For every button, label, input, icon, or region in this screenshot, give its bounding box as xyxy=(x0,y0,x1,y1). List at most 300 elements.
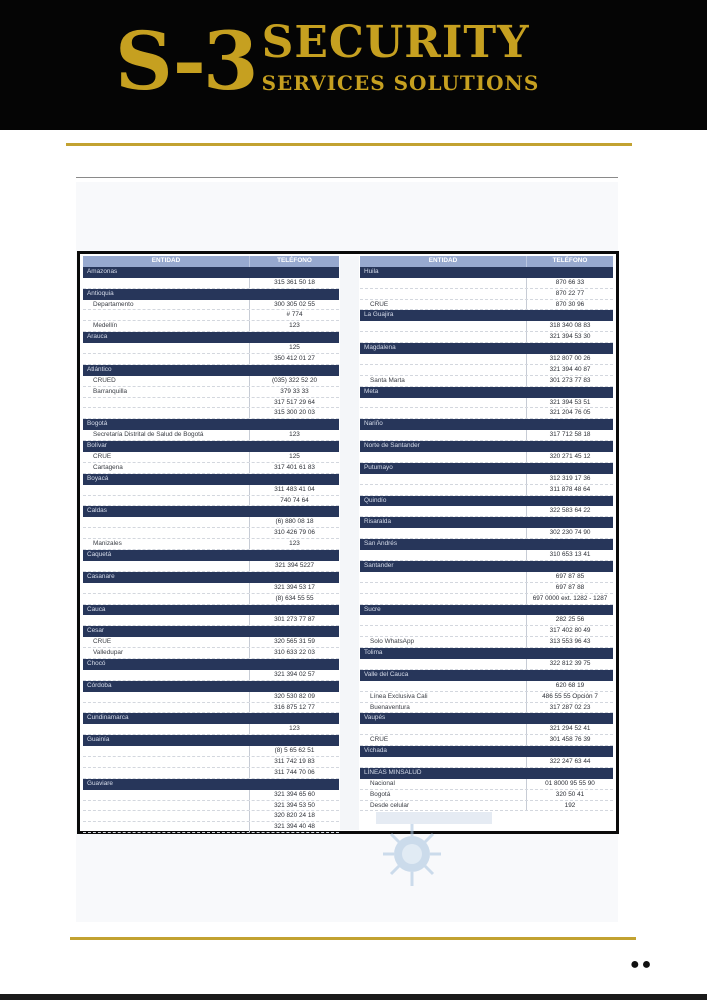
entity-name: Secretaría Distrital de Salud de Bogotá xyxy=(93,431,204,439)
region-phone-cell xyxy=(526,746,613,757)
entity-name xyxy=(360,321,526,331)
entity-name xyxy=(83,822,249,832)
entity-name xyxy=(360,681,526,691)
region-row xyxy=(360,496,613,507)
phone-number: 321 394 53 17 xyxy=(249,583,339,593)
phone-number: 317 712 58 18 xyxy=(526,430,613,440)
phone-number: # 774 xyxy=(249,310,339,320)
region-row xyxy=(83,659,339,670)
region-name: Caquetá xyxy=(87,551,112,559)
region-row xyxy=(360,670,613,681)
table-row xyxy=(360,365,613,376)
entity-name: Santa Marta xyxy=(370,376,405,384)
entity-name: Barranquilla xyxy=(93,387,128,395)
entity-name xyxy=(83,278,249,288)
table-row xyxy=(83,637,339,648)
entity-name xyxy=(83,343,249,353)
phone-number: 322 583 64 22 xyxy=(526,506,613,516)
phone-number: 321 394 53 50 xyxy=(249,801,339,811)
entity-name xyxy=(360,398,526,408)
entity-name xyxy=(83,496,249,506)
region-name: Guainía xyxy=(87,736,110,744)
region-name: Cauca xyxy=(87,605,106,613)
table-row xyxy=(83,463,339,474)
entity-name xyxy=(360,550,526,560)
header-phone: TELÉFONO xyxy=(249,256,339,267)
phone-number: 311 878 48 64 xyxy=(526,485,613,495)
phone-number: 321 394 40 87 xyxy=(526,365,613,375)
table-row xyxy=(83,300,339,311)
table-row xyxy=(360,757,613,768)
phone-number: 320 565 31 59 xyxy=(249,637,339,647)
table-row xyxy=(83,408,339,419)
region-name: Cundinamarca xyxy=(87,714,129,722)
phone-number: 123 xyxy=(249,724,339,734)
phone-number: 321 204 76 05 xyxy=(526,408,613,418)
header-entity: ENTIDAD xyxy=(428,257,458,264)
phone-number: (8) 634 55 55 xyxy=(249,594,339,604)
region-row xyxy=(83,735,339,746)
region-phone-cell xyxy=(526,768,613,779)
entity-name: Línea Exclusiva Cali xyxy=(370,692,428,700)
phone-number: 125 xyxy=(249,343,339,353)
phone-number: 311 742 19 83 xyxy=(249,757,339,767)
entity-name: Cartagena xyxy=(93,463,123,471)
table-row xyxy=(83,692,339,703)
region-row xyxy=(83,332,339,343)
phone-number: 321 394 65 60 xyxy=(249,790,339,800)
entity-name xyxy=(360,572,526,582)
top-gold-divider xyxy=(66,143,632,146)
entity-name xyxy=(83,561,249,571)
table-header-row xyxy=(83,256,339,267)
entity-name: CRUED xyxy=(93,376,116,384)
phone-number: 302 230 74 90 xyxy=(526,528,613,538)
region-phone-cell xyxy=(249,735,339,746)
region-phone-cell xyxy=(249,779,339,790)
region-row xyxy=(83,441,339,452)
table-row xyxy=(83,615,339,626)
phone-number: 321 394 5227 xyxy=(249,561,339,571)
thin-divider xyxy=(76,177,618,178)
phone-number: 315 361 50 18 xyxy=(249,278,339,288)
region-name: Sucre xyxy=(364,605,381,613)
table-row xyxy=(360,550,613,561)
region-name: Bogotá xyxy=(87,420,108,428)
entity-name xyxy=(360,452,526,462)
table-row xyxy=(83,310,339,321)
phone-number: 379 33 33 xyxy=(249,387,339,397)
table-row xyxy=(360,572,613,583)
phone-number: 697 87 88 xyxy=(526,583,613,593)
phone-number: (8) 5 65 62 51 xyxy=(249,746,339,756)
region-name: Guaviare xyxy=(87,779,113,787)
region-phone-cell xyxy=(249,365,339,376)
table-row xyxy=(360,376,613,387)
region-phone-cell xyxy=(526,561,613,572)
phone-number: 320 530 82 09 xyxy=(249,692,339,702)
page-indicator-dots[interactable]: ●● xyxy=(630,956,654,973)
entity-name xyxy=(83,768,249,778)
region-name: Vaupés xyxy=(364,714,386,722)
virus-watermark-icon xyxy=(377,812,447,892)
entity-name xyxy=(360,430,526,440)
footnote-strip xyxy=(376,812,492,824)
entity-name xyxy=(83,485,249,495)
region-phone-cell xyxy=(526,648,613,659)
table-row xyxy=(83,724,339,735)
entity-name xyxy=(83,408,249,418)
entity-name xyxy=(360,278,526,288)
directory-column-right xyxy=(360,256,613,811)
entity-name: CRUE xyxy=(370,300,389,308)
entity-name: Buenaventura xyxy=(370,703,410,711)
phone-number: 320 50 41 xyxy=(526,790,613,800)
company-logo xyxy=(115,14,540,118)
entity-name xyxy=(360,354,526,364)
region-name: Norte de Santander xyxy=(364,442,420,450)
region-phone-cell xyxy=(526,517,613,528)
table-row xyxy=(360,692,613,703)
entity-name: Solo WhatsApp xyxy=(370,638,415,646)
region-row xyxy=(360,463,613,474)
table-row xyxy=(360,583,613,594)
entity-name: Manizales xyxy=(93,540,122,548)
logo-wordmark xyxy=(262,18,540,96)
phone-number: (035) 322 52 20 xyxy=(249,376,339,386)
phone-number: 310 653 13 41 xyxy=(526,550,613,560)
region-phone-cell xyxy=(249,713,339,724)
region-row xyxy=(360,561,613,572)
entity-name xyxy=(360,626,526,636)
region-name: Valle del Cauca xyxy=(364,670,409,678)
table-row xyxy=(83,583,339,594)
entity-name xyxy=(83,746,249,756)
region-name: Meta xyxy=(364,387,379,395)
phone-number: 317 287 02 23 xyxy=(526,703,613,713)
region-name: Casanare xyxy=(87,572,115,580)
bottom-edge-bar xyxy=(0,994,707,1000)
entity-name: Bogotá xyxy=(370,790,391,798)
entity-name xyxy=(360,485,526,495)
logo-mark: S-3 xyxy=(115,14,256,108)
entity-name xyxy=(83,811,249,821)
table-row xyxy=(360,735,613,746)
phone-number: 125 xyxy=(249,452,339,462)
region-row xyxy=(360,310,613,321)
table-row xyxy=(360,278,613,289)
table-row xyxy=(360,801,613,812)
region-row xyxy=(83,289,339,300)
region-name: Bolívar xyxy=(87,442,107,450)
region-name: Quindío xyxy=(364,496,387,504)
phone-number: 123 xyxy=(249,321,339,331)
table-row xyxy=(83,321,339,332)
table-row xyxy=(83,757,339,768)
phone-number: 313 553 96 43 xyxy=(526,637,613,647)
phone-number: 620 68 19 xyxy=(526,681,613,691)
phone-number: 318 340 08 83 xyxy=(526,321,613,331)
phone-number: 310 426 79 06 xyxy=(249,528,339,538)
entity-name xyxy=(83,354,249,364)
entity-name xyxy=(83,615,249,625)
region-name: Huila xyxy=(364,267,379,275)
region-name: Chocó xyxy=(87,659,106,667)
table-row xyxy=(83,485,339,496)
table-row xyxy=(360,637,613,648)
region-phone-cell xyxy=(249,267,339,278)
header-phone: TELÉFONO xyxy=(526,256,613,267)
entity-name xyxy=(83,310,249,320)
entity-name: Departamento xyxy=(93,300,134,308)
table-row xyxy=(83,517,339,528)
phone-number: 282 25 56 xyxy=(526,615,613,625)
region-phone-cell xyxy=(526,670,613,681)
entity-name xyxy=(360,615,526,625)
region-name: La Guajira xyxy=(364,311,394,319)
table-row xyxy=(360,681,613,692)
table-row xyxy=(83,539,339,550)
entity-name xyxy=(83,528,249,538)
entity-name xyxy=(83,790,249,800)
entity-name xyxy=(360,583,526,593)
region-row xyxy=(83,506,339,517)
entity-name xyxy=(83,517,249,527)
region-name: Santander xyxy=(364,561,394,569)
region-name: LÍNEAS MINSALUD xyxy=(364,768,422,776)
region-name: San Andrés xyxy=(364,540,398,548)
region-phone-cell xyxy=(526,387,613,398)
region-row xyxy=(360,713,613,724)
phone-number: 740 74 64 xyxy=(249,496,339,506)
table-row xyxy=(83,278,339,289)
region-row xyxy=(360,768,613,779)
region-phone-cell xyxy=(249,332,339,343)
region-row xyxy=(360,517,613,528)
table-row xyxy=(83,387,339,398)
header-banner xyxy=(0,0,707,130)
entity-name xyxy=(83,398,249,408)
phone-number: 317 401 61 83 xyxy=(249,463,339,473)
entity-name xyxy=(360,474,526,484)
entity-name: CRUE xyxy=(93,638,112,646)
region-row xyxy=(83,605,339,616)
entity-name xyxy=(360,332,526,342)
entity-name xyxy=(360,528,526,538)
region-row xyxy=(360,387,613,398)
entity-name xyxy=(360,365,526,375)
region-phone-cell xyxy=(526,605,613,616)
table-row xyxy=(360,615,613,626)
table-row xyxy=(360,528,613,539)
entity-name xyxy=(360,289,526,299)
entity-name xyxy=(360,594,526,604)
table-row xyxy=(83,496,339,507)
region-phone-cell xyxy=(526,343,613,354)
region-row xyxy=(360,605,613,616)
phone-number: 322 812 39 75 xyxy=(526,659,613,669)
phone-number: 321 394 53 30 xyxy=(526,332,613,342)
region-phone-cell xyxy=(526,441,613,452)
table-row xyxy=(360,659,613,670)
phone-number: 311 744 70 06 xyxy=(249,768,339,778)
region-name: Atlántico xyxy=(87,365,112,373)
region-phone-cell xyxy=(249,572,339,583)
region-row xyxy=(83,681,339,692)
region-row xyxy=(360,343,613,354)
region-name: Caldas xyxy=(87,507,107,515)
phone-number: 301 273 77 87 xyxy=(249,615,339,625)
region-phone-cell xyxy=(249,626,339,637)
bottom-gold-divider xyxy=(70,937,636,940)
region-phone-cell xyxy=(249,474,339,485)
table-row xyxy=(83,430,339,441)
region-row xyxy=(83,779,339,790)
entity-name xyxy=(83,801,249,811)
header-entity: ENTIDAD xyxy=(151,257,181,264)
table-row xyxy=(360,430,613,441)
region-row xyxy=(360,746,613,757)
directory-column-left xyxy=(83,256,339,833)
table-row xyxy=(360,289,613,300)
region-phone-cell xyxy=(249,289,339,300)
phone-number: 322 247 63 44 xyxy=(526,757,613,767)
region-name: Tolima xyxy=(364,649,383,657)
region-phone-cell xyxy=(526,419,613,430)
entity-name xyxy=(83,724,249,734)
phone-number: 321 394 02 57 xyxy=(249,670,339,680)
phone-number: 310 633 22 03 xyxy=(249,648,339,658)
region-phone-cell xyxy=(249,419,339,430)
table-row xyxy=(83,801,339,812)
phone-number: 301 458 76 39 xyxy=(526,735,613,745)
table-row xyxy=(83,452,339,463)
region-phone-cell xyxy=(526,463,613,474)
phone-number: 870 22 77 xyxy=(526,289,613,299)
phone-number: 192 xyxy=(526,801,613,811)
table-row xyxy=(360,408,613,419)
entity-name xyxy=(83,670,249,680)
table-row xyxy=(83,670,339,681)
region-row xyxy=(360,539,613,550)
phone-number: 320 271 45 12 xyxy=(526,452,613,462)
region-name: Antioquia xyxy=(87,289,114,297)
region-phone-cell xyxy=(526,539,613,550)
phone-number: 301 273 77 83 xyxy=(526,376,613,386)
region-phone-cell xyxy=(249,506,339,517)
table-row xyxy=(83,561,339,572)
phone-number: 123 xyxy=(249,430,339,440)
region-phone-cell xyxy=(526,310,613,321)
table-row xyxy=(360,724,613,735)
entity-name xyxy=(83,594,249,604)
entity-name: CRUE xyxy=(370,736,389,744)
table-row xyxy=(83,343,339,354)
region-row xyxy=(83,419,339,430)
region-row xyxy=(83,572,339,583)
region-phone-cell xyxy=(526,496,613,507)
region-row xyxy=(83,365,339,376)
table-row xyxy=(83,822,339,833)
phone-number: 316 875 12 77 xyxy=(249,703,339,713)
region-name: Putumayo xyxy=(364,463,393,471)
region-name: Arauca xyxy=(87,333,108,341)
phone-number: 321 394 53 51 xyxy=(526,398,613,408)
region-phone-cell xyxy=(249,659,339,670)
entity-name xyxy=(360,506,526,516)
region-name: Boyacá xyxy=(87,474,109,482)
table-row xyxy=(360,321,613,332)
phone-number: 870 30 96 xyxy=(526,300,613,310)
table-row xyxy=(83,703,339,714)
table-row xyxy=(83,398,339,409)
table-row xyxy=(83,354,339,365)
entity-name: CRUE xyxy=(93,453,112,461)
region-name: Vichada xyxy=(364,747,387,755)
phone-number: 317 402 80 49 xyxy=(526,626,613,636)
region-phone-cell xyxy=(249,681,339,692)
entity-name: Desde celular xyxy=(370,801,410,809)
entity-name: Valledupar xyxy=(93,649,124,657)
phone-number: 320 820 24 18 xyxy=(249,811,339,821)
phone-number: 321 294 52 41 xyxy=(526,724,613,734)
region-name: Cesar xyxy=(87,627,105,635)
entity-name xyxy=(83,583,249,593)
phone-number: 870 66 33 xyxy=(526,278,613,288)
region-phone-cell xyxy=(526,713,613,724)
region-row xyxy=(83,626,339,637)
table-row xyxy=(83,811,339,822)
phone-number: 697 0000 ext. 1282 - 1287 xyxy=(526,594,613,604)
region-phone-cell xyxy=(526,267,613,278)
table-row xyxy=(360,474,613,485)
entity-name xyxy=(360,659,526,669)
region-phone-cell xyxy=(249,441,339,452)
logo-line-2: SERVICES SOLUTIONS xyxy=(261,71,540,95)
region-name: Magdalena xyxy=(364,344,396,352)
phone-number: (6) 880 08 18 xyxy=(249,517,339,527)
region-row xyxy=(83,713,339,724)
column-gap xyxy=(340,256,359,830)
table-row xyxy=(360,506,613,517)
entity-name: Nacional xyxy=(370,779,395,787)
table-row xyxy=(360,790,613,801)
table-row xyxy=(360,779,613,790)
phone-number: 697 87 85 xyxy=(526,572,613,582)
table-row xyxy=(360,354,613,365)
region-row xyxy=(83,550,339,561)
region-name: Risaralda xyxy=(364,518,391,526)
table-row xyxy=(360,626,613,637)
entity-name xyxy=(360,408,526,418)
region-phone-cell xyxy=(249,605,339,616)
region-row xyxy=(83,474,339,485)
table-header-row xyxy=(360,256,613,267)
table-row xyxy=(360,485,613,496)
region-row xyxy=(360,648,613,659)
region-phone-cell xyxy=(249,550,339,561)
table-row xyxy=(360,452,613,463)
region-row xyxy=(360,441,613,452)
table-row xyxy=(360,332,613,343)
phone-number: 312 807 00 26 xyxy=(526,354,613,364)
entity-name xyxy=(83,703,249,713)
entity-name xyxy=(360,724,526,734)
entity-name xyxy=(83,757,249,767)
region-name: Nariño xyxy=(364,420,383,428)
phone-number: 486 55 55 Opción 7 xyxy=(526,692,613,702)
entity-name xyxy=(360,757,526,767)
